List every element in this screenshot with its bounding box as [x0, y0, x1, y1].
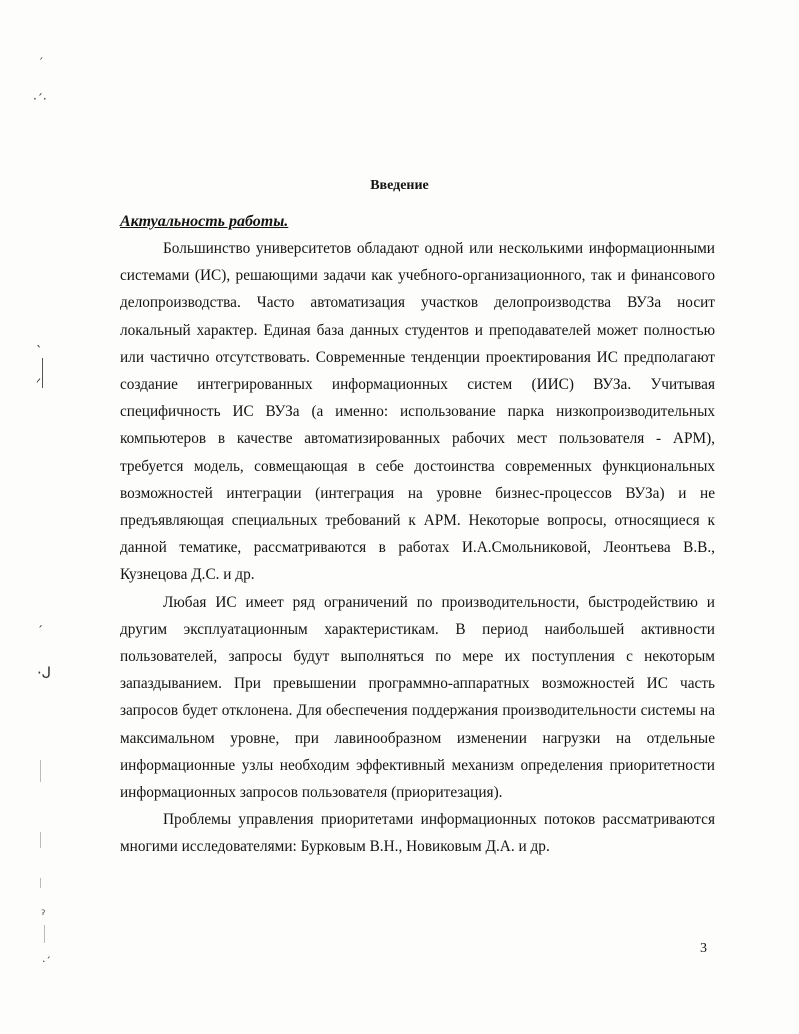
paragraph: Большинство университетов обладают одной или несколькими информационными системами (ИС), решающими задачи как учебного-организационного, так и финансового делопроизводства. Часто автоматизация участков делопроизводства ВУЗа носит локальный характер. Единая база данных студентов и преподавателей может полностью или частично отсутствовать. Современные тенденции проектирования ИС предполагают создание интегрированных информационных систем (ИИС) ВУЗа. Учитывая специфичность ИС ВУЗа (а именно: использование парка низкопроизводительных компьютеров в качестве автоматизированных рабочих мест пользователя - АРМ), требуется модель, совмещающая в себе достоинства современных функциональных возможностей интеграции (интеграция на уровне бизнес-процессов ВУЗа) и не предъявляющая специальных требований к АРМ. Некоторые вопросы, относящиеся к данной тематике, рассматриваются в работах И.А.Смольниковой, Леонтьева В.В., Кузнецова Д.С. и др. [120, 240, 715, 584]
page-title: Введение [370, 178, 429, 193]
paragraph: Любая ИС имеет ряд ограничений по производительности, быстродействию и другим эксплуатационным характеристикам. В период наибольшей активности пользователей, запросы будут выполняться по мере их поступления с некоторым запаздыванием. При превышении программно-аппаратных возможностей ИС часть запросов будет отклонена. Для обеспечения поддержания производительности системы на максимальном уровне, при лавинообразном изменении нагрузки на отдельные информационные узлы необходим эффективный механизм определения приоритетности информационных запросов пользователя (приоритезация). [120, 593, 715, 802]
document-page: ˊ ·ˊ· ˋ ᐟ ˊ ·ᒍ ˀ ·ˊ Введение Актуальность работы. Большинство университетов обладают одной или несколькими информационными системами (ИС), решающими задачи как учебного-организационного, так и финансового делопроизводства. Часто автоматизация участков делопроизводства ВУЗа носит локальный характер. Единая база данных студентов и преподавателей может полностью или частично отсутствовать. Современные тенденции проектирования ИС предполагают создание интегрированных информационных систем (ИИС) ВУЗа. Учитывая специфичность ИС ВУЗа (а именно: использование парка низкопроизводительных компьютеров в качестве автоматизированных рабочих мест пользователя - АРМ), требуется модель, совмещающая в себе достоинства современных функциональных возможностей интеграции (интеграция на уровне бизнес-процессов ВУЗа) и не предъявляющая специальных требований к АРМ. Некоторые вопросы, относящиеся к данной тематике, рассматриваются в работах И.А.Смольниковой, Леонтьева В.В., Кузнецова Д.С. и др. Любая ИС имеет ряд ограничений по производительности, быстродействию и другим эксплуатационным характеристикам. В период наибольшей активности пользователей, запросы будут выполняться по мере их поступления с некоторым запаздыванием. При превышении программно-аппаратных возможностей ИС часть запросов будет отклонена. Для обеспечения поддержания производительности системы на максимальном уровне, при лавинообразном изменении нагрузки на отдельные информационные узлы необходим эффективный механизм определения приоритетности информационных запросов пользователя (приоритезация). Проблемы управления приоритетами информационных потоков рассматриваются многими исследователями: Бурковым В.Н., Новиковым Д.А. и др. 3 [0, 0, 799, 1034]
body-text [120, 235, 715, 861]
section-heading: Актуальность работы. [120, 213, 289, 230]
page-number: 3 [700, 941, 707, 956]
paragraph: Проблемы управления приоритетами информационных потоков рассматриваются многими исследователями: Бурковым В.Н., Новиковым Д.А. и др. [120, 811, 715, 856]
